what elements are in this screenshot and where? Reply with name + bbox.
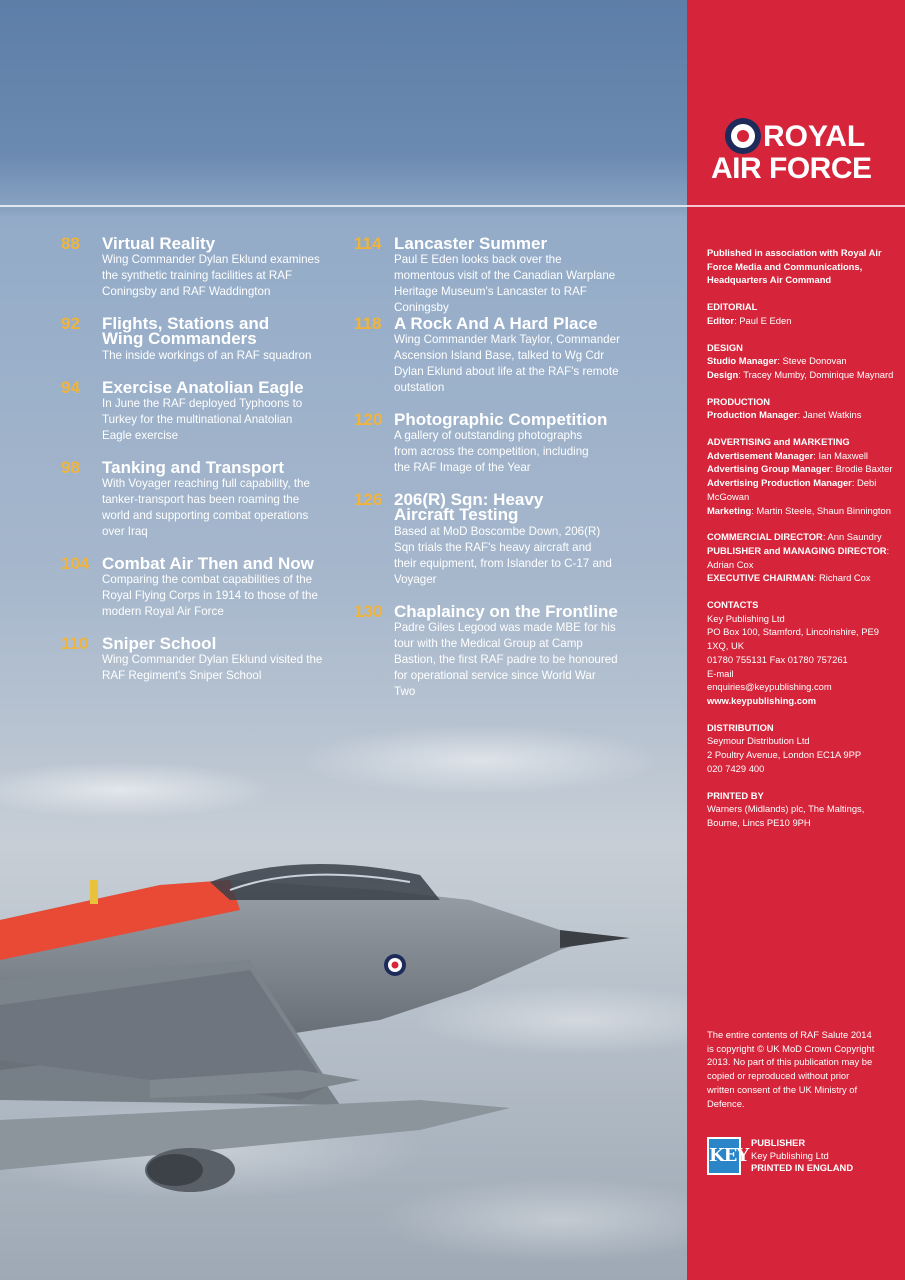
logo-line-2: AIR FORCE <box>711 152 872 185</box>
contacts-company: Key Publishing Ltd <box>707 612 785 624</box>
distribution-heading: DISTRIBUTION <box>707 721 774 733</box>
entry-page-number: 94 <box>61 378 80 397</box>
entry-title: Combat Air Then and Now <box>102 554 314 573</box>
contacts-email-label: E-mail <box>707 667 734 679</box>
contents-column-right <box>354 234 634 698</box>
contents-entry[interactable] <box>61 234 331 314</box>
commercial-director-label: COMMERCIAL DIRECTOR <box>707 531 823 543</box>
publisher-company: Key Publishing Ltd <box>751 1149 829 1161</box>
design-heading: DESIGN <box>707 341 743 353</box>
contents-entry[interactable] <box>354 314 634 410</box>
entry-description: Comparing the combat capabilities of the Royal Flying Corps in 1914 to those of the modern Royal Air Force <box>102 573 318 618</box>
entry-description: Wing Commander Mark Taylor, Commander Ascension Island Base, talked to Wg Cdr Dylan Eklund about life at the RAF's remote outstation <box>394 333 620 394</box>
contents-column-left <box>61 234 331 694</box>
entry-description: Wing Commander Dylan Eklund examines the synthetic training facilities at RAF Coningsby and RAF Waddington <box>102 253 320 298</box>
masthead-credits <box>707 246 897 843</box>
advertising-heading: ADVERTISING and MARKETING <box>707 436 850 448</box>
entry-title: Tanking and Transport <box>102 458 284 477</box>
production-heading: PRODUCTION <box>707 395 771 407</box>
advertisement-manager-label: Advertisement Manager <box>707 449 814 461</box>
publisher-label: PUBLISHER and MANAGING DIRECTOR <box>707 544 887 556</box>
studio-manager-name: : Steve Donovan <box>777 355 847 367</box>
distribution-phone: 020 7429 400 <box>707 762 765 774</box>
contents-entry[interactable] <box>61 378 331 458</box>
entry-page-number: 104 <box>61 554 90 573</box>
entry-description: Wing Commander Dylan Eklund visited the RAF Regiment's Sniper School <box>102 653 323 682</box>
advertising-group-manager-name: : Brodie Baxter <box>830 463 893 475</box>
executive-chairman-name: : Richard Cox <box>813 572 871 584</box>
editor-name: : Paul E Eden <box>734 314 792 326</box>
executive-chairman-label: EXECUTIVE CHAIRMAN <box>707 572 814 584</box>
entry-description: In June the RAF deployed Typhoons to Turkey for the multinational Anatolian Eagle exercise <box>102 397 303 442</box>
contents-entry[interactable] <box>354 490 634 602</box>
entry-title: Sniper School <box>102 634 217 653</box>
design-label: Design <box>707 368 739 380</box>
advertising-production-manager-label: Advertising Production Manager <box>707 477 852 489</box>
entry-page-number: 118 <box>354 314 382 333</box>
production-manager-label: Production Manager <box>707 409 798 421</box>
raf-logo <box>711 116 891 188</box>
contents-entry[interactable] <box>61 554 331 634</box>
entry-page-number: 92 <box>61 314 80 333</box>
entry-page-number: 114 <box>354 234 382 253</box>
masthead-sidebar <box>687 0 905 1280</box>
contents-entry[interactable] <box>61 458 331 554</box>
printer-details: Warners (Midlands) plc, The Maltings, Bourne, Lincs PE10 9PH <box>707 803 865 828</box>
entry-page-number: 120 <box>354 410 383 429</box>
advertising-group-manager-label: Advertising Group Manager <box>707 463 831 475</box>
raf-roundel-icon <box>725 118 761 154</box>
marketing-label: Marketing <box>707 504 752 516</box>
studio-manager-label: Studio Manager <box>707 355 778 367</box>
entry-description: Paul E Eden looks back over the momentous visit of the Canadian Warplane Heritage Museum's Lancaster to RAF Coningsby <box>394 253 616 314</box>
entry-title: Photographic Competition <box>394 410 608 429</box>
design-names: : Tracey Mumby, Dominique Maynard <box>738 368 894 380</box>
entry-title: Lancaster Summer <box>394 234 548 253</box>
contents-entry[interactable] <box>61 634 331 694</box>
entry-description: The inside workings of an RAF squadron <box>102 349 312 362</box>
publisher-block <box>707 1137 897 1177</box>
entry-title: Exercise Anatolian Eagle <box>102 378 304 397</box>
entry-description: With Voyager reaching full capability, the tanker-transport has been roaming the world and supporting combat operations over Iraq <box>102 477 310 538</box>
key-publishing-logo: KEY <box>707 1137 741 1175</box>
entry-title: 206(R) Sqn: Heavy Aircraft Testing <box>394 490 544 524</box>
entry-title: A Rock And A Hard Place <box>394 314 598 333</box>
printed-in-england: PRINTED IN ENGLAND <box>751 1162 854 1174</box>
entry-description: Based at MoD Boscombe Down, 206(R) Sqn trials the RAF's heavy aircraft and their equipment, from Islander to C-17 and Voyager <box>394 525 612 586</box>
entry-page-number: 130 <box>354 602 383 621</box>
published-note: Published in association with Royal Air Force Media and Communications, Headquarters Air Command <box>707 247 882 286</box>
production-manager-name: : Janet Watkins <box>797 409 862 421</box>
entry-title: Chaplaincy on the Frontline <box>394 602 618 621</box>
contacts-email[interactable]: enquiries@keypublishing.com <box>707 681 832 693</box>
printed-by-heading: PRINTED BY <box>707 789 764 801</box>
contacts-address: PO Box 100, Stamford, Lincolnshire, PE9 1XQ, UK <box>707 626 879 652</box>
tornado-jet-image <box>0 830 687 1280</box>
editorial-heading: EDITORIAL <box>707 301 758 313</box>
publisher-heading: PUBLISHER <box>751 1137 806 1148</box>
contacts-phone: 01780 755131 Fax 01780 757261 <box>707 653 848 665</box>
entry-title: Flights, Stations and Wing Commanders <box>102 314 270 348</box>
header-divider <box>0 205 687 207</box>
entry-title: Virtual Reality <box>102 234 216 253</box>
advertising-production-manager-name: : Debi McGowan <box>707 477 877 502</box>
advertisement-manager-name: : Ian Maxwell <box>813 449 869 461</box>
commercial-director-name: : Ann Saundry <box>822 531 882 543</box>
marketing-names: : Martin Steele, Shaun Binnington <box>751 504 891 516</box>
sidebar-divider <box>687 205 905 207</box>
entry-description: A gallery of outstanding photographs from across the competition, including the RAF Image of the Year <box>394 429 589 474</box>
editor-label: Editor <box>707 314 735 326</box>
logo-line-1: ROYAL <box>763 120 866 153</box>
entry-page-number: 126 <box>354 490 383 509</box>
contacts-website-link[interactable]: www.keypublishing.com <box>707 694 817 706</box>
contents-entry[interactable] <box>354 234 634 314</box>
contents-entry[interactable] <box>354 410 634 490</box>
entry-page-number: 110 <box>61 634 89 653</box>
entry-description: Padre Giles Legood was made MBE for his tour with the Medical Group at Camp Bastion, the first RAF padre to be honoured for operational service since World War Two <box>394 621 618 698</box>
contents-entry[interactable] <box>61 314 331 378</box>
contents-entry[interactable] <box>354 602 634 698</box>
entry-page-number: 88 <box>61 234 80 253</box>
contacts-heading: CONTACTS <box>707 599 759 611</box>
entry-page-number: 98 <box>61 458 80 477</box>
copyright-notice: The entire contents of RAF Salute 2014 is copyright © UK MoD Crown Copyright 2013. No part of this publication may be copied or reproduced without prior written consent of the UK Ministry of Defence. <box>707 1029 875 1109</box>
distribution-company: Seymour Distribution Ltd <box>707 735 810 747</box>
distribution-address: 2 Poultry Avenue, London EC1A 9PP <box>707 749 862 761</box>
publisher-name: : Adrian Cox <box>707 544 890 570</box>
